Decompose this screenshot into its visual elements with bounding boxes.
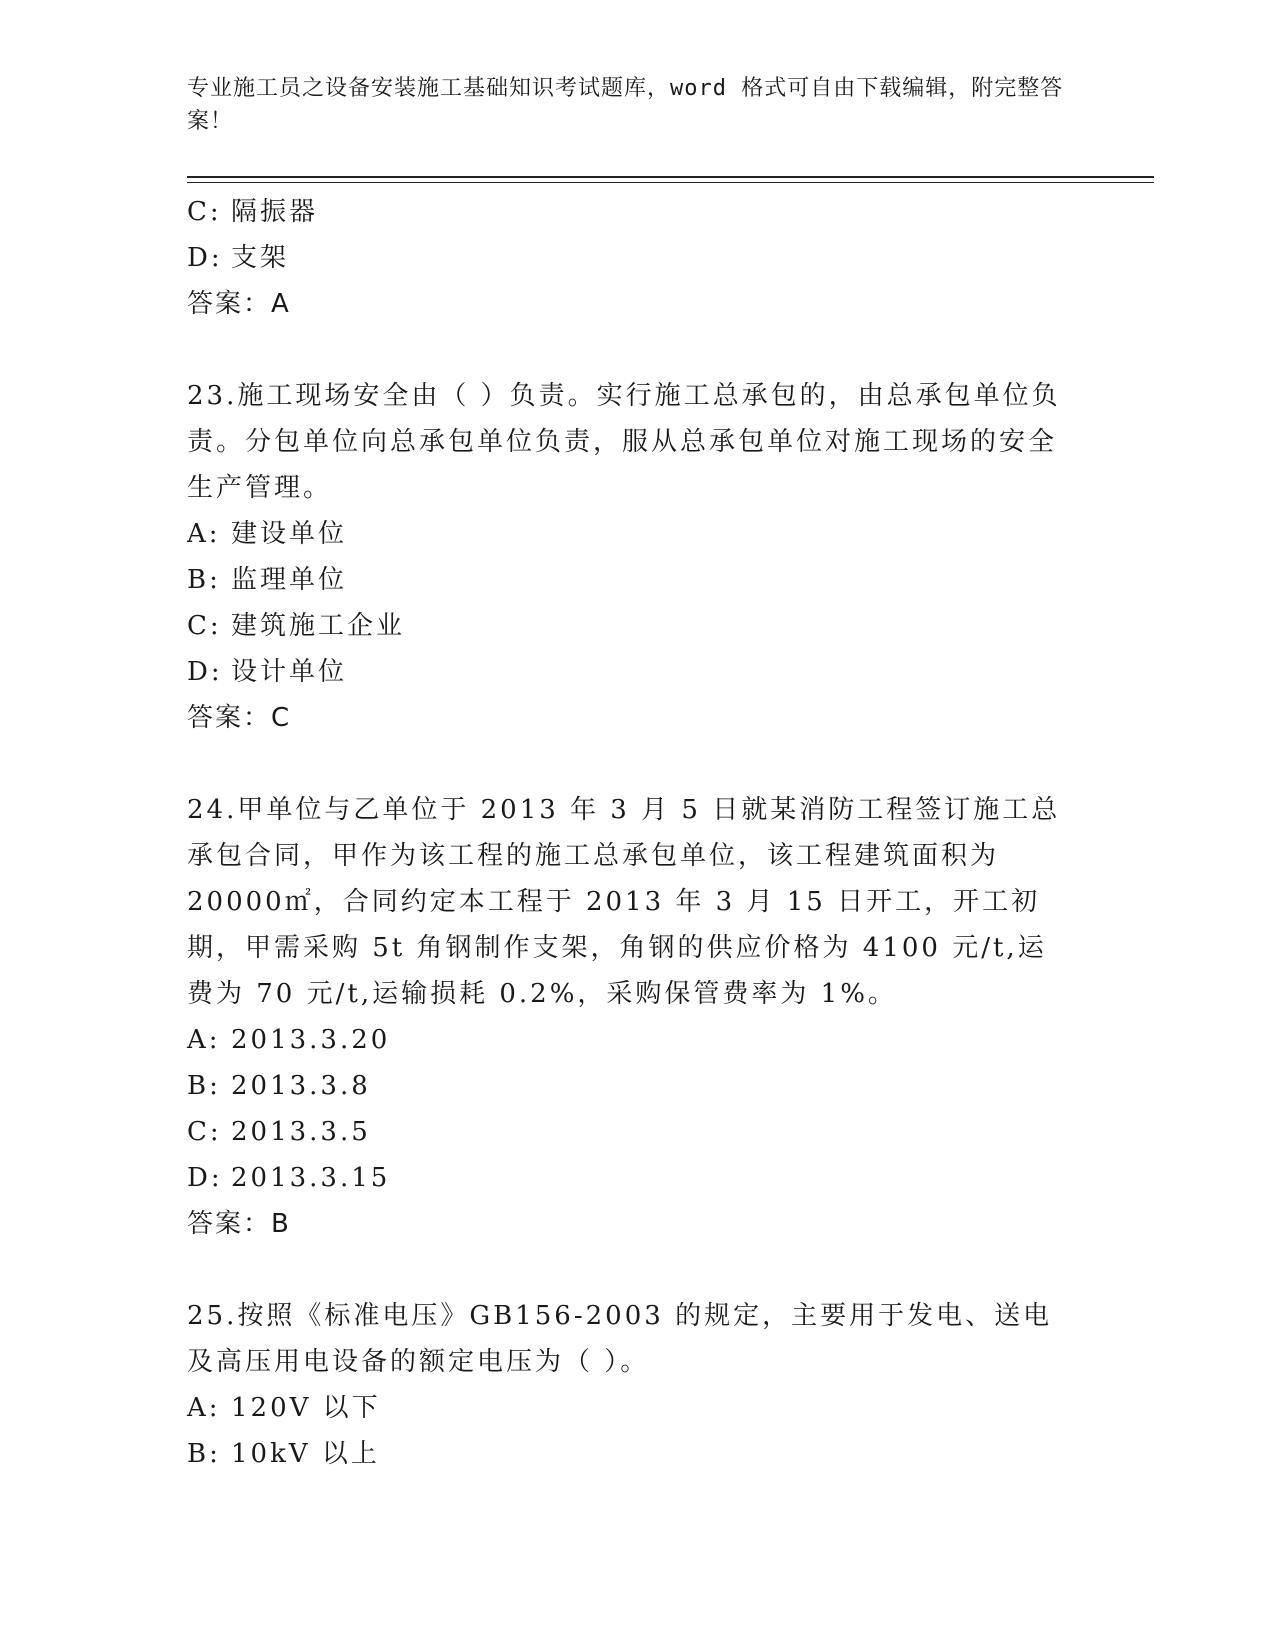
option-text: 隔振器 xyxy=(231,197,319,227)
question-text: 23.施工现场安全由（ ）负责。实行施工总承包的，由总承包单位负责。分包单位向总承包单位负责，服从总承包单位对施工现场的安全生产管理。 xyxy=(187,381,1061,503)
option-text: 支架 xyxy=(231,243,290,273)
spacer xyxy=(187,741,1087,787)
option-text: 2013.3.8 xyxy=(231,1071,371,1101)
header-rule-thin xyxy=(187,182,1154,183)
option-row xyxy=(187,511,1087,557)
option-label: D: xyxy=(187,657,223,687)
option-text: 10kV 以上 xyxy=(231,1439,380,1469)
option-text: 建设单位 xyxy=(231,519,348,549)
option-row xyxy=(187,1109,1087,1155)
question-text: 25.按照《标准电压》GB156-2003 的规定，主要用于发电、送电及高压用电设备的额定电压为（ ）。 xyxy=(187,1301,1053,1377)
option-row xyxy=(187,1385,1087,1431)
spacer xyxy=(187,327,1087,373)
option-text: 2013.3.15 xyxy=(231,1163,391,1193)
document-header: 专业施工员之设备安装施工基础知识考试题库，word 格式可自由下载编辑，附完整答案！ xyxy=(187,76,1064,134)
option-label: A: xyxy=(187,1025,221,1055)
option-label: C: xyxy=(187,611,222,641)
option-text: 2013.3.5 xyxy=(231,1117,371,1147)
header-rule-thick xyxy=(187,176,1154,178)
option-row xyxy=(187,189,1087,235)
answer-line: 答案：C xyxy=(187,703,292,733)
answer-line: 答案：B xyxy=(187,1209,291,1239)
spacer xyxy=(187,1247,1087,1293)
question-24-block xyxy=(187,787,1087,1247)
previous-question-block xyxy=(187,189,1087,327)
option-label: B: xyxy=(187,1071,221,1101)
option-text: 监理单位 xyxy=(231,565,348,595)
option-row xyxy=(187,1431,1087,1477)
option-row xyxy=(187,235,1087,281)
option-label: A: xyxy=(187,519,221,549)
option-label: B: xyxy=(187,565,221,595)
option-label: A: xyxy=(187,1393,221,1423)
option-row xyxy=(187,1017,1087,1063)
option-row xyxy=(187,557,1087,603)
option-label: C: xyxy=(187,197,222,227)
answer-line: 答案：A xyxy=(187,289,291,319)
question-23-block xyxy=(187,373,1087,741)
option-row xyxy=(187,1155,1087,1201)
question-list xyxy=(187,189,1087,1477)
option-row xyxy=(187,603,1087,649)
option-row xyxy=(187,1063,1087,1109)
question-25-block xyxy=(187,1293,1087,1477)
option-label: D: xyxy=(187,1163,223,1193)
option-label: D: xyxy=(187,243,223,273)
option-row xyxy=(187,649,1087,695)
option-label: C: xyxy=(187,1117,222,1147)
option-text: 2013.3.20 xyxy=(231,1025,391,1055)
option-label: B: xyxy=(187,1439,221,1469)
question-text: 24.甲单位与乙单位于 2013 年 3 月 5 日就某消防工程签订施工总承包合同，甲作为该工程的施工总承包单位，该工程建筑面积为 20000㎡，合同约定本工程于 2013 年 3 月 15 日开工，开工初期，甲需采购 5t 角钢制作支架，角钢的供应价格为 4100 元/t,运费为 70 元/t,运输损耗 0.2%，采购保管费率为 1%。 xyxy=(187,795,1061,1009)
option-text: 设计单位 xyxy=(231,657,348,687)
option-text: 建筑施工企业 xyxy=(231,611,406,641)
option-text: 120V 以下 xyxy=(231,1393,381,1423)
